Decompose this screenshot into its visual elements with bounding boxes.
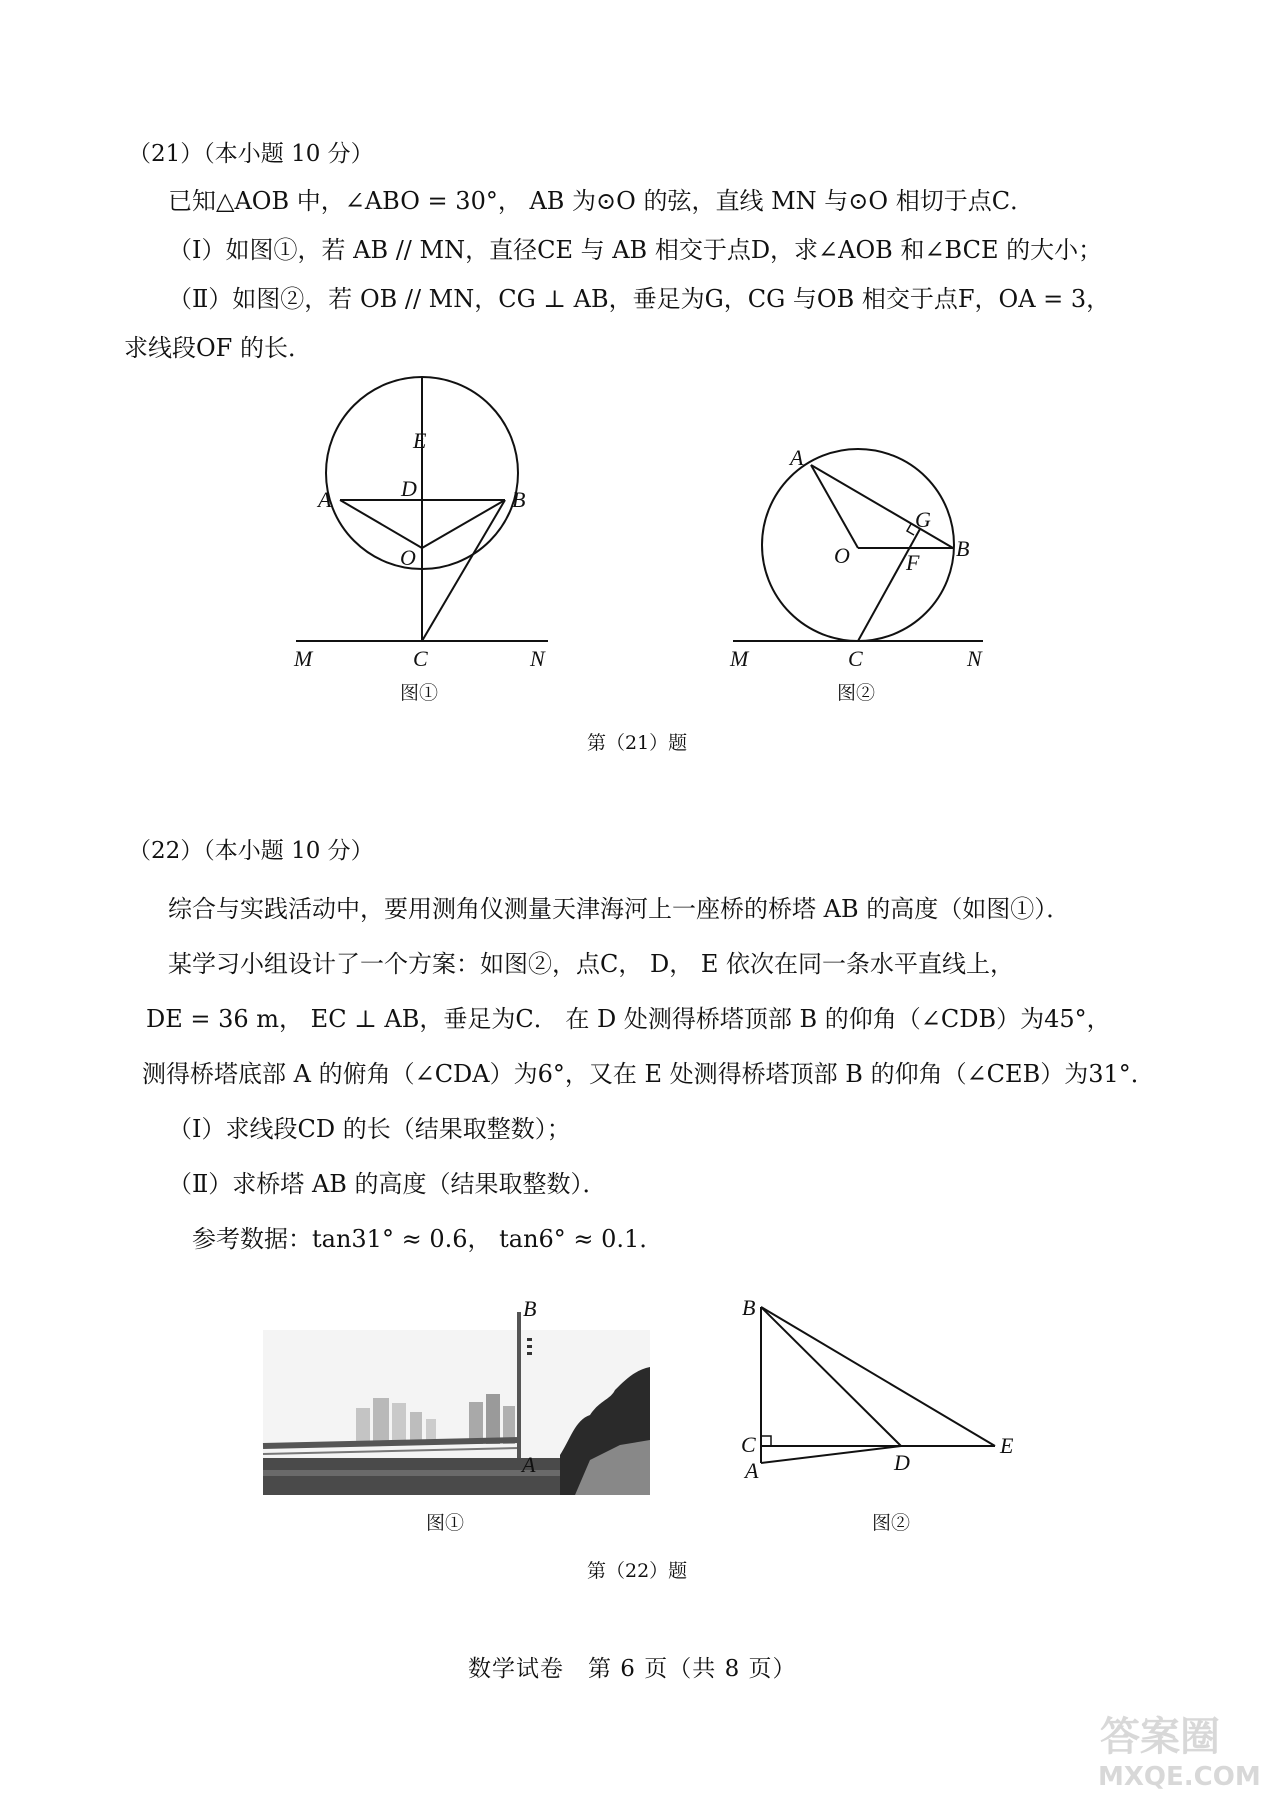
fig1-label-b: B bbox=[512, 487, 526, 512]
q22-line2: 某学习小组设计了一个方案：如图②，点C， D， E 依次在同一条水平直线上， bbox=[168, 950, 1015, 978]
q22-line3: DE = 36 m， EC ⊥ AB，垂足为C． 在 D 处测得桥塔顶部 B 的仰角（∠CDB）为45°， bbox=[146, 1005, 1111, 1033]
fig22-label-a: A bbox=[745, 1458, 759, 1483]
fig22-label-d: D bbox=[894, 1450, 910, 1475]
q22-part1: （Ⅰ）求线段CD 的长（结果取整数）； bbox=[168, 1115, 571, 1143]
q21-fig1-caption: 图① bbox=[400, 682, 439, 704]
q21-part1: （Ⅰ）如图①，若 AB // MN，直径CE 与 AB 相交于点D，求∠AOB 和∠BCE 的大小； bbox=[168, 236, 1103, 264]
fig22-label-c: C bbox=[741, 1432, 756, 1457]
fig1-label-c: C bbox=[413, 646, 428, 671]
q22-fig1-caption: 图① bbox=[426, 1512, 465, 1534]
fig1-label-a: A bbox=[318, 487, 332, 512]
fig2-label-f: F bbox=[906, 550, 920, 575]
fig2-label-n: N bbox=[967, 646, 982, 671]
fig2-label-o: O bbox=[834, 543, 850, 568]
q22-caption: 第（22）题 bbox=[587, 1560, 688, 1582]
q22-fig2-caption: 图② bbox=[872, 1512, 911, 1534]
fig2-label-m: M bbox=[730, 646, 749, 671]
q22-part2: （Ⅱ）求桥塔 AB 的高度（结果取整数）． bbox=[168, 1170, 607, 1198]
fig22-right-angle-mark bbox=[761, 1436, 771, 1446]
page-footer: 数学试卷 第 6 页（共 8 页） bbox=[468, 1656, 797, 1682]
fig22-segment-be bbox=[761, 1307, 995, 1446]
fig22-segment-bd bbox=[761, 1307, 901, 1446]
photo-label-b: B bbox=[523, 1296, 537, 1321]
fig2-label-c: C bbox=[848, 646, 863, 671]
fig2-label-g: G bbox=[915, 507, 931, 532]
q22-line4: 测得桥塔底部 A 的俯角（∠CDA）为6°，又在 E 处测得桥塔顶部 B 的仰角（∠CEB）为31°． bbox=[142, 1060, 1155, 1088]
fig1-label-n: N bbox=[530, 646, 545, 671]
fig22-label-e: E bbox=[1000, 1433, 1014, 1458]
photo-label-a: A bbox=[522, 1452, 536, 1477]
fig1-label-e: E bbox=[413, 428, 427, 453]
q22-header: （22）（本小题 10 分） bbox=[128, 838, 374, 864]
q21-fig2-caption: 图② bbox=[837, 682, 876, 704]
watermark-url: MXQE.COM bbox=[1098, 1762, 1261, 1792]
q21-stem: 已知△AOB 中，∠ABO = 30°， AB 为⊙O 的弦，直线 MN 与⊙O 相切于点C． bbox=[168, 187, 1035, 215]
q21-part2-line2: 求线段OF 的长． bbox=[124, 334, 312, 362]
q21-part2-line1: （Ⅱ）如图②，若 OB // MN，CG ⊥ AB，垂足为G，CG 与OB 相交于点F，OA = 3， bbox=[168, 285, 1111, 313]
fig1-label-o: O bbox=[400, 545, 416, 570]
fig2-label-b: B bbox=[956, 536, 970, 561]
q21-header: （21）（本小题 10 分） bbox=[128, 141, 374, 167]
fig22-label-b: B bbox=[742, 1295, 756, 1320]
q22-reference-data: 参考数据：tan31° ≈ 0.6， tan6° ≈ 0.1． bbox=[192, 1225, 664, 1253]
fig1-label-d: D bbox=[401, 476, 417, 501]
q22-line1: 综合与实践活动中，要用测角仪测量天津海河上一座桥的桥塔 AB 的高度（如图①）． bbox=[168, 895, 1071, 923]
fig1-label-m: M bbox=[294, 646, 313, 671]
watermark-logo: 答案圈 bbox=[1100, 1714, 1220, 1760]
q21-caption: 第（21）题 bbox=[587, 732, 688, 754]
fig2-label-a: A bbox=[790, 445, 804, 470]
fig22-segment-ad bbox=[761, 1446, 901, 1463]
